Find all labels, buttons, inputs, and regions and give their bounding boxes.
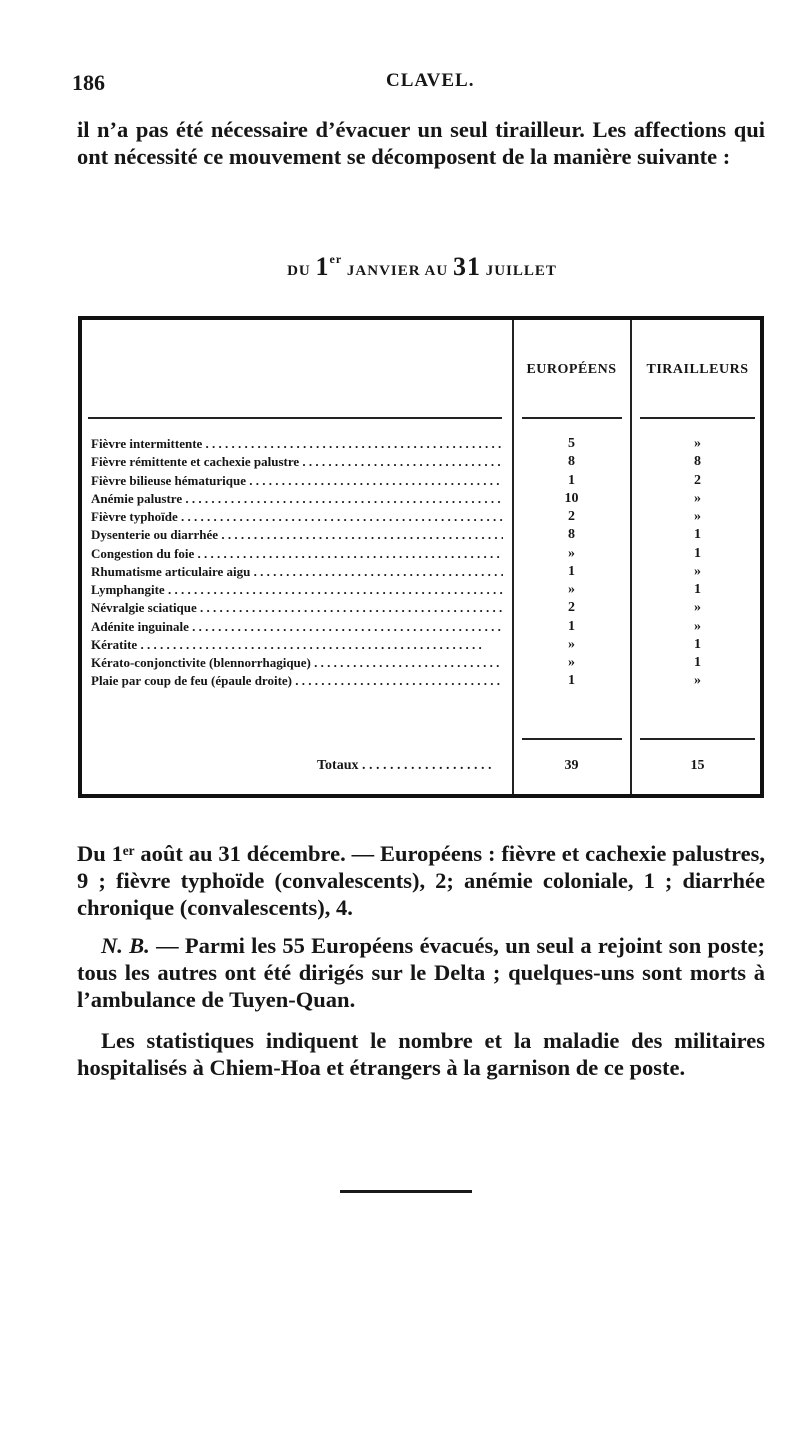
cell-tirailleurs: 8 bbox=[694, 454, 701, 470]
row-label: Fièvre bilieuse hématurique . . . bbox=[91, 472, 503, 490]
row-label: Fièvre typhoïde . . . bbox=[91, 508, 503, 526]
header-rule bbox=[522, 417, 622, 419]
row-label: Anémie palustre . . . bbox=[91, 490, 503, 508]
cell-tirailleurs: 1 bbox=[694, 582, 701, 597]
table-row bbox=[82, 472, 760, 490]
row-label: Dysenterie ou diarrhée . . . bbox=[91, 526, 503, 544]
column-header-europeens: EUROPÉENS bbox=[526, 362, 617, 377]
row-label: Kérato-conjonctivite (blennorrhagique) . . . bbox=[91, 654, 503, 672]
cell-tirailleurs: » bbox=[694, 490, 701, 506]
nota-bene-lead: N. B. bbox=[101, 933, 150, 958]
section-end-rule bbox=[340, 1190, 472, 1193]
row-label: Fièvre intermittente . . . bbox=[91, 435, 503, 453]
cell-europeens: 1 bbox=[568, 563, 575, 579]
totals-row bbox=[82, 756, 760, 776]
row-label: Adénite inguinale . . . bbox=[91, 618, 503, 636]
table-body bbox=[82, 435, 760, 691]
cell-europeens: 5 bbox=[568, 436, 575, 451]
totals-label: Totaux . . . bbox=[142, 756, 504, 776]
cell-tirailleurs: » bbox=[694, 673, 701, 689]
running-head bbox=[72, 70, 772, 100]
cell-europeens: 8 bbox=[568, 527, 575, 543]
cell-tirailleurs: 2 bbox=[694, 472, 701, 488]
cell-tirailleurs: » bbox=[694, 509, 701, 524]
table-row bbox=[82, 599, 760, 617]
cell-europeens: 2 bbox=[568, 600, 575, 616]
table-row bbox=[82, 545, 760, 563]
row-label: Lymphangite . . . bbox=[91, 581, 503, 599]
totals-rule bbox=[522, 738, 622, 740]
table-row bbox=[82, 435, 760, 453]
column-header-tirailleurs: TIRAILLEURS bbox=[646, 362, 749, 377]
running-title: CLAVEL. bbox=[386, 70, 475, 91]
table-row bbox=[82, 654, 760, 672]
table-row bbox=[82, 618, 760, 636]
table-row bbox=[82, 508, 760, 526]
header-rule bbox=[640, 417, 755, 419]
cell-europeens: » bbox=[568, 655, 575, 670]
cell-tirailleurs: » bbox=[694, 618, 701, 634]
table-row bbox=[82, 563, 760, 581]
cell-europeens: » bbox=[568, 582, 575, 597]
header-rule bbox=[88, 417, 502, 419]
heading-sup: er bbox=[329, 252, 343, 266]
cell-europeens: » bbox=[568, 636, 575, 652]
paragraph-statistiques: Les statistiques indiquent le nombre et la maladie des militaires hospitalisés à Chiem-Hoa et étrangers à la garnison de ce poste. bbox=[77, 1028, 765, 1080]
cell-europeens: 1 bbox=[568, 673, 575, 689]
row-label: Névralgie sciatique . . . bbox=[91, 599, 503, 617]
page-number: 186 bbox=[72, 70, 105, 95]
total-europeens: 39 bbox=[564, 758, 579, 773]
cell-tirailleurs: » bbox=[694, 600, 701, 616]
statistics-table bbox=[78, 316, 764, 798]
cell-tirailleurs: 1 bbox=[694, 527, 701, 543]
cell-europeens: 10 bbox=[564, 490, 579, 506]
table-row bbox=[82, 636, 760, 654]
table-row bbox=[82, 672, 760, 690]
row-label: Plaie par coup de feu (épaule droite) . . . bbox=[91, 672, 503, 690]
cell-europeens: 2 bbox=[568, 509, 575, 524]
heading-day: 1 bbox=[315, 252, 330, 281]
cell-europeens: » bbox=[568, 545, 575, 561]
cell-tirailleurs: 1 bbox=[694, 655, 701, 670]
table-row bbox=[82, 526, 760, 544]
cell-europeens: 1 bbox=[568, 618, 575, 634]
heading-suffix: JUILLET bbox=[480, 263, 557, 279]
nota-bene-text: — Parmi les 55 Européens évacués, un seul a rejoint son poste; tous les autres ont été dirigés sur le Delta ; quelques-uns sont morts à l’ambulance de Tuyen-Quan. bbox=[77, 933, 765, 1012]
row-label: Rhumatisme articulaire aigu . . . bbox=[91, 563, 503, 581]
table-row bbox=[82, 581, 760, 599]
cell-europeens: 1 bbox=[568, 472, 575, 488]
totals-rule bbox=[640, 738, 755, 740]
row-label: Fièvre rémittente et cachexie palustre . . . bbox=[91, 453, 503, 471]
cell-tirailleurs: » bbox=[694, 563, 701, 579]
paragraph-aout-decembre: Du 1ᵉʳ août au 31 décembre. — Européens : fièvre et cachexie palustres, 9 ; fièvre typhoïde (convalescents), 2; anémie coloniale, 1 ; diarrhée chronique (convalescents), 4. bbox=[77, 841, 765, 920]
total-tirailleurs: 15 bbox=[690, 758, 705, 773]
paragraph-intro: il n’a pas été nécessaire d’évacuer un seul tirailleur. Les affections qui ont nécessité ce mouvement se décomposent de la manière suivante : bbox=[77, 117, 765, 169]
table-row bbox=[82, 490, 760, 508]
row-label: Kératite . . . bbox=[91, 636, 503, 654]
heading-day2: 31 bbox=[452, 252, 481, 281]
table-heading bbox=[78, 252, 766, 282]
cell-tirailleurs: 1 bbox=[694, 636, 701, 652]
row-label: Congestion du foie . . . bbox=[91, 545, 503, 563]
table-row bbox=[82, 453, 760, 471]
cell-tirailleurs: » bbox=[694, 436, 701, 451]
cell-europeens: 8 bbox=[568, 454, 575, 470]
cell-tirailleurs: 1 bbox=[694, 545, 701, 561]
heading-prefix: DU bbox=[287, 263, 316, 279]
paragraph-nota-bene bbox=[77, 932, 765, 1013]
heading-middle: JANVIER AU bbox=[342, 263, 453, 279]
